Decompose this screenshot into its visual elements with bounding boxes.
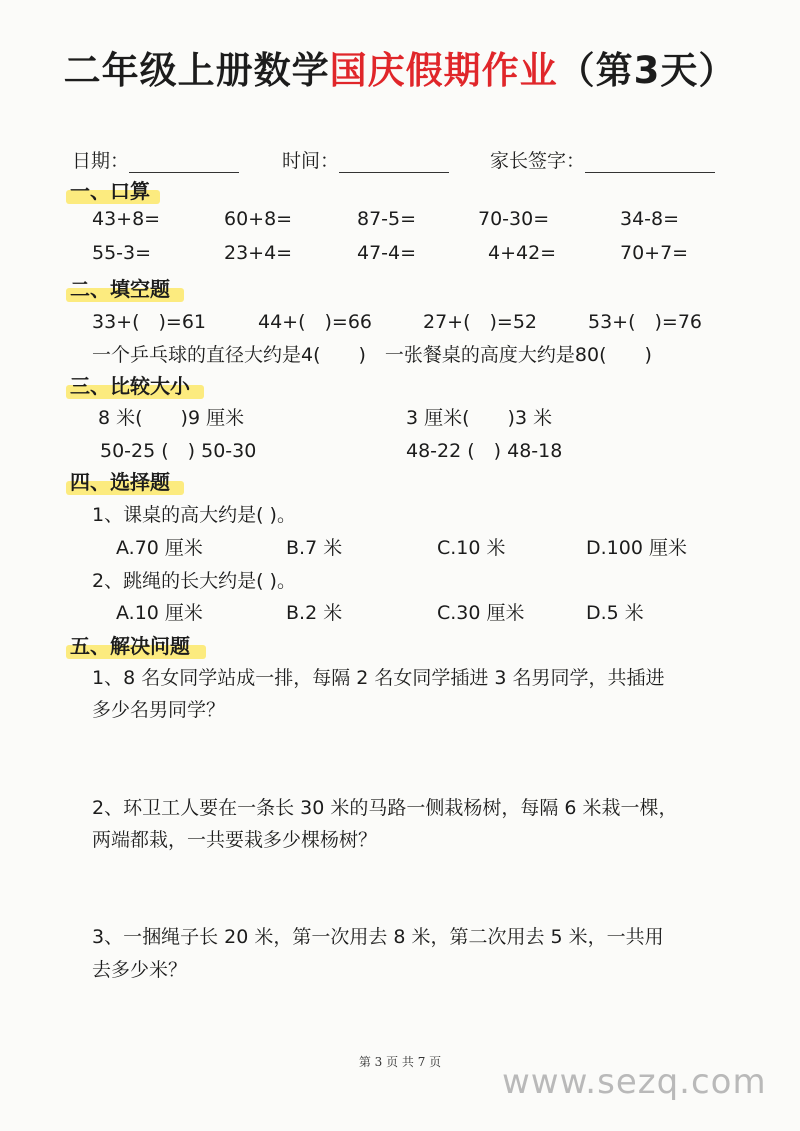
choice-option[interactable]: A.70 厘米	[116, 537, 203, 559]
page-footer: 第 3 页 共 7 页	[358, 1055, 442, 1069]
sign-field	[490, 146, 715, 173]
oral-item: 87-5=	[357, 208, 417, 230]
oral-item: 70+7=	[620, 242, 689, 264]
watermark: www.sezq.com	[502, 1062, 767, 1102]
section-heading-fill: 二、填空题	[70, 277, 170, 301]
oral-item: 60+8=	[224, 208, 293, 230]
date-blank[interactable]	[129, 152, 239, 173]
fill-item: 44+( )=66	[258, 311, 373, 333]
problem-1-line1: 1、8 名女同学站成一排，每隔 2 名女同学插进 3 名男同学，共插进	[92, 667, 665, 689]
section-heading-oral: 一、口算	[70, 179, 150, 203]
fill-sentence: 一个乒乓球的直径大约是4( ) 一张餐桌的高度大约是80( )	[92, 344, 652, 366]
problem-3-line1: 3、一捆绳子长 20 米，第一次用去 8 米，第二次用去 5 米，一共用	[92, 926, 664, 948]
title-grade: 二年级上册数学	[63, 49, 330, 92]
oral-item: 43+8=	[92, 208, 161, 230]
sign-label: 家长签字：	[490, 150, 586, 172]
oral-item: 55-3=	[92, 242, 152, 264]
problem-1-line2: 多少名男同学？	[92, 699, 226, 721]
choice-option[interactable]: D.5 米	[586, 602, 644, 624]
date-field	[72, 146, 239, 173]
compare-item: 3 厘米( )3 米	[406, 407, 553, 429]
section-heading-problems: 五、解决问题	[70, 634, 190, 658]
choice-question: 2、跳绳的长大约是( )。	[92, 570, 296, 592]
title-holiday: 国庆假期作业	[329, 49, 558, 92]
compare-item: 50-25 ( ) 50-30	[100, 440, 257, 462]
choice-option[interactable]: A.10 厘米	[116, 602, 203, 624]
section-heading-compare: 三、比较大小	[70, 374, 190, 398]
oral-item: 70-30=	[478, 208, 550, 230]
date-label: 日期：	[72, 150, 130, 172]
time-field	[282, 146, 449, 173]
choice-option[interactable]: D.100 厘米	[586, 537, 687, 559]
oral-item: 47-4=	[357, 242, 417, 264]
problem-2-line1: 2、环卫工人要在一条长 30 米的马路一侧栽杨树，每隔 6 米栽一棵，	[92, 797, 678, 819]
choice-option[interactable]: C.30 厘米	[437, 602, 525, 624]
choice-option[interactable]: B.2 米	[286, 602, 343, 624]
section-heading-choice: 四、选择题	[70, 470, 170, 494]
compare-item: 48-22 ( ) 48-18	[406, 440, 563, 462]
oral-item: 34-8=	[620, 208, 680, 230]
oral-item: 23+4=	[224, 242, 293, 264]
page-title	[0, 40, 800, 94]
time-blank[interactable]	[339, 152, 449, 173]
choice-option[interactable]: B.7 米	[286, 537, 343, 559]
oral-item: 4+42=	[488, 242, 557, 264]
title-day: （第3天）	[557, 49, 737, 92]
time-label: 时间：	[282, 150, 340, 172]
compare-item: 8 米( )9 厘米	[98, 407, 245, 429]
problem-3-line2: 去多少米？	[92, 959, 188, 981]
choice-question: 1、课桌的高大约是( )。	[92, 504, 296, 526]
fill-item: 27+( )=52	[423, 311, 538, 333]
choice-option[interactable]: C.10 米	[437, 537, 506, 559]
problem-2-line2: 两端都栽，一共要栽多少棵杨树？	[92, 829, 378, 851]
fill-item: 53+( )=76	[588, 311, 703, 333]
sign-blank[interactable]	[585, 152, 715, 173]
fill-item: 33+( )=61	[92, 311, 207, 333]
